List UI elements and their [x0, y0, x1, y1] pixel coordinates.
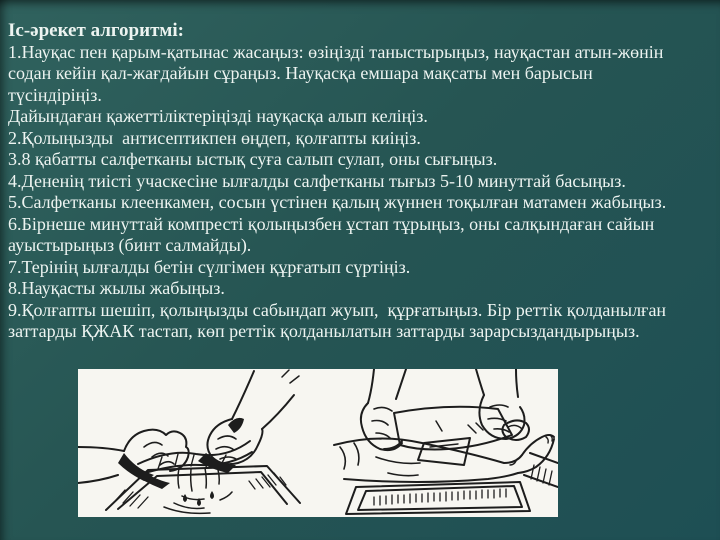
step-line: 7.Терінің ылғалды бетін сүлгімен құрғатып сүртіңіз. — [8, 256, 411, 277]
step-line: 2.Қолыңызды антисептикпен өңдеп, қолғапты киіңіз. — [8, 127, 421, 148]
step-line: 1.Науқас пен қарым-қатынас жасаңыз: өзіңізді таныстырыңыз, науқастан атын-жөнін — [8, 41, 664, 62]
step-line: заттарды ҚЖАК тастап, көп реттік қолданылатын заттарды зарарсыздандырыңыз. — [8, 321, 640, 341]
wringing-cloth-over-basin-drawing — [78, 369, 318, 517]
compress-procedure-illustration — [78, 369, 558, 517]
step-line: түсіндіріңіз. — [8, 84, 102, 105]
step-line: содан кейін қал-жағдайын сұраңыз. Науқасқа емшара мақсаты мен барысын — [8, 63, 593, 83]
step-line: 3.8 қабатты салфетканы ыстық суға салып сулап, оны сығыңыз. — [8, 149, 498, 169]
step-line: 4.Дененің тиісті учаскесіне ылғалды салфетканы тығыз 5-10 минуттай басыңыз. — [8, 170, 626, 191]
step-line: 8.Науқасты жылы жабыңыз. — [8, 278, 225, 298]
step-line: 6.Бірнеше минуттай компресті қолыңызбен ұстап тұрыңыз, оны салқындаған сайын — [8, 213, 655, 234]
step-line: 9.Қолғапты шешіп, қолыңызды сабындап жуып, құрғатыңыз. Бір реттік қолданылған — [8, 299, 667, 320]
step-line: Дайындаған қажеттіліктеріңізді науқасқа алып келіңіз. — [8, 106, 428, 126]
step-line: 5.Салфетканы клеенкамен, сосын үстінен қалың жүннен тоқылған матамен жабыңыз. — [8, 192, 667, 212]
compress-on-leg-drawing — [318, 369, 558, 517]
step-line: ауыстырыңыз (бинт салмайды). — [8, 235, 252, 255]
algorithm-text-block — [8, 20, 716, 343]
slide-title: Іс-әрекет алгоритмі: — [8, 20, 184, 41]
